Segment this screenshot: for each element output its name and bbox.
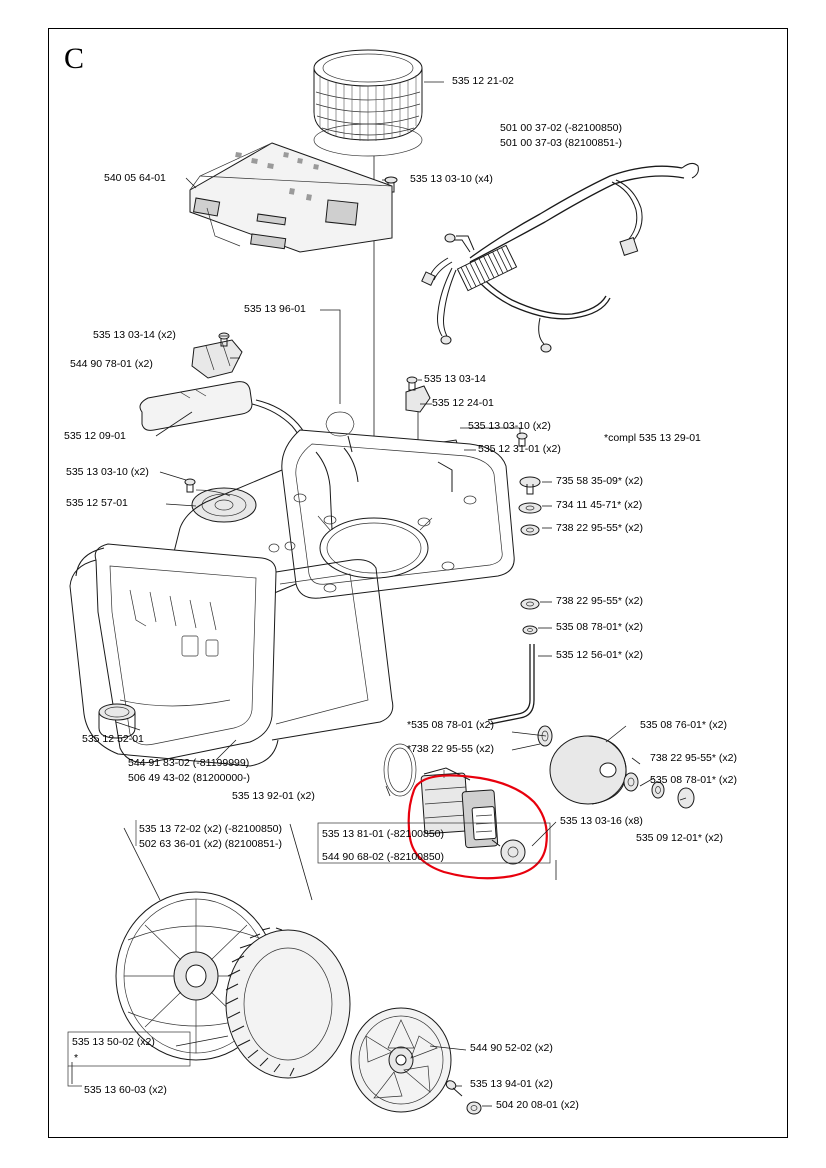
label-cover-535-13-96: 535 13 96-01 bbox=[244, 303, 306, 315]
label-screw-03-14-x2: 535 13 03-14 (x2) bbox=[93, 329, 176, 341]
label-wheel-535-08-76: 535 08 76-01* (x2) bbox=[640, 719, 727, 731]
label-535-08-78-star: *535 08 78-01 (x2) bbox=[407, 719, 494, 731]
label-screw-535-13-94: 535 13 94-01 (x2) bbox=[470, 1078, 553, 1090]
label-738-22-95-star: *738 22 95-55 (x2) bbox=[407, 743, 494, 755]
label-screw-03-14: 535 13 03-14 bbox=[424, 373, 486, 385]
label-734-11-45: 734 11 45-71* (x2) bbox=[556, 499, 643, 511]
label-part-535-12-31: 535 12 31-01 (x2) bbox=[478, 443, 561, 455]
label-bracket-544-90-78: 544 90 78-01 (x2) bbox=[70, 358, 153, 370]
label-asterisk: * bbox=[74, 1052, 79, 1064]
label-738-22-95-a: 738 22 95-55* (x2) bbox=[556, 522, 643, 534]
label-screw-03-10-x2-top: 535 13 03-10 (x2) bbox=[468, 420, 551, 432]
label-oring: 535 13 92-01 (x2) bbox=[232, 790, 315, 802]
label-motor-544-90-68: 544 90 68-02 (-82100850) bbox=[322, 851, 445, 863]
label-cap-535-09-12: 535 09 12-01* (x2) bbox=[636, 832, 723, 844]
label-wheel-535-13-72: 535 13 72-02 (x2) (-82100850) bbox=[139, 823, 283, 835]
label-535-08-78-a: 535 08 78-01* (x2) bbox=[556, 621, 643, 633]
label-note-compl: *compl 535 13 29-01 bbox=[604, 432, 701, 444]
label-wheel-502-63-36: 502 63 36-01 (x2) (82100851-) bbox=[139, 838, 283, 850]
label-tyre-535-13-50: 535 13 50-02 (x2) bbox=[72, 1036, 155, 1048]
label-screw-03-16-x8: 535 13 03-16 (x8) bbox=[560, 815, 643, 827]
label-battery: 535 12 09-01 bbox=[64, 430, 126, 442]
label-738-22-95-c: 738 22 95-55* (x2) bbox=[650, 752, 737, 764]
label-735-58-35: 735 58 35-09* (x2) bbox=[556, 475, 643, 487]
label-harness-a: 501 00 37-02 (-82100850) bbox=[500, 122, 623, 134]
label-part-535-12-24: 535 12 24-01 bbox=[432, 397, 494, 409]
label-screw-x4: 535 13 03-10 (x4) bbox=[410, 173, 493, 185]
plate-letter: C bbox=[64, 42, 85, 75]
label-rim-535-13-60: 535 13 60-03 (x2) bbox=[84, 1084, 167, 1096]
label-drain-plug: 535 12 52-01 bbox=[82, 733, 144, 745]
label-fan-housing: 535 12 21-02 bbox=[452, 75, 514, 87]
label-harness-b: 501 00 37-03 (82100851-) bbox=[500, 137, 623, 149]
label-screw-03-10-x2-left: 535 13 03-10 (x2) bbox=[66, 466, 149, 478]
label-speaker: 535 12 57-01 bbox=[66, 497, 128, 509]
label-chassis-b: 506 49 43-02 (81200000-) bbox=[128, 772, 251, 784]
label-hubcap: 544 90 52-02 (x2) bbox=[470, 1042, 553, 1054]
label-738-22-95-b: 738 22 95-55* (x2) bbox=[556, 595, 643, 607]
label-motor-535-13-81: 535 13 81-01 (-82100850) bbox=[322, 828, 445, 840]
label-cap-504-20-08: 504 20 08-01 (x2) bbox=[496, 1099, 579, 1111]
label-chassis-a: 544 91 83-02 (-81199999) bbox=[128, 757, 250, 769]
label-535-08-78-c: 535 08 78-01* (x2) bbox=[650, 774, 737, 786]
label-arm-535-12-56: 535 12 56-01* (x2) bbox=[556, 649, 643, 661]
label-pcb: 540 05 64-01 bbox=[104, 172, 166, 184]
